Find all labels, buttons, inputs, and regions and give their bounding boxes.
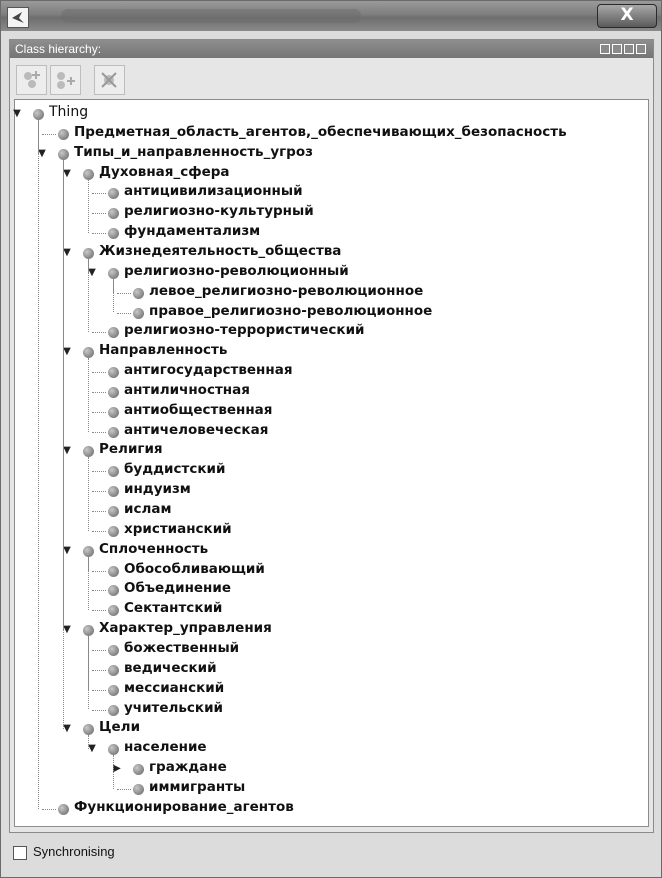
tree-node-label[interactable]: ведический xyxy=(124,659,217,676)
tree-connector xyxy=(42,134,56,135)
class-bullet-icon xyxy=(108,268,119,279)
class-bullet-icon xyxy=(108,605,119,616)
tree-node-label[interactable]: левое_религиозно-революционное xyxy=(149,282,424,299)
class-bullet-icon xyxy=(83,446,94,457)
tree-connector xyxy=(92,710,106,711)
class-bullet-icon xyxy=(33,109,44,120)
class-bullet-icon xyxy=(108,685,119,696)
add-sibling-icon xyxy=(51,66,80,94)
tree-node-label[interactable]: антиличностная xyxy=(124,381,250,398)
synchronising-checkbox[interactable] xyxy=(13,843,115,861)
class-bullet-icon xyxy=(108,327,119,338)
tree-node-label[interactable]: фундаментализм xyxy=(124,223,261,240)
tree-node-label[interactable]: антигосударственная xyxy=(124,362,293,379)
tree-connector xyxy=(113,755,114,789)
tree-connector xyxy=(88,735,89,749)
tree-node-label[interactable]: христианский xyxy=(124,520,232,537)
tree-node-label[interactable]: Объединение xyxy=(124,580,231,597)
class-bullet-icon xyxy=(108,228,119,239)
class-bullet-icon xyxy=(108,645,119,656)
panel-close-icon[interactable] xyxy=(636,44,646,54)
expand-toggle-icon[interactable]: ▼ xyxy=(88,743,96,755)
class-bullet-icon xyxy=(83,546,94,557)
tree-connector xyxy=(92,332,106,333)
tree-node-label[interactable]: божественный xyxy=(124,639,240,656)
tree-connector xyxy=(113,279,114,313)
class-bullet-icon xyxy=(108,407,119,418)
tree-connector xyxy=(92,392,106,393)
tree-node-label[interactable]: население xyxy=(124,739,207,756)
add-subclass-button[interactable] xyxy=(16,65,47,95)
class-bullet-icon xyxy=(108,466,119,477)
class-bullet-icon xyxy=(83,724,94,735)
tree-node-label[interactable]: Типы_и_направленность_угроз xyxy=(74,143,313,160)
class-bullet-icon xyxy=(108,486,119,497)
tree-connector xyxy=(92,372,106,373)
panel-header xyxy=(10,40,653,58)
class-bullet-icon xyxy=(108,427,119,438)
class-bullet-icon xyxy=(83,625,94,636)
tree-connector xyxy=(92,233,106,234)
tree-connector xyxy=(117,293,131,294)
tree-connector xyxy=(92,690,106,691)
tree-node-label[interactable]: учительский xyxy=(124,699,224,716)
tree-node-label[interactable]: Направленность xyxy=(99,342,228,359)
panel-maximize-icon[interactable] xyxy=(624,44,634,54)
class-bullet-icon xyxy=(58,149,69,160)
class-bullet-icon xyxy=(108,665,119,676)
class-bullet-icon xyxy=(108,208,119,219)
tree-connector xyxy=(63,160,64,730)
tree-node-label[interactable]: буддистский xyxy=(124,461,226,478)
panel-restore-icon[interactable] xyxy=(600,44,610,54)
tree-node-label[interactable]: Жизнедеятельность_общества xyxy=(99,242,342,259)
panel-minimize-icon[interactable] xyxy=(612,44,622,54)
tree-connector xyxy=(88,636,89,709)
tree-node-label[interactable]: религиозно-террористический xyxy=(124,322,365,339)
tree-connector xyxy=(92,491,106,492)
tree-node-label[interactable]: Обособливающий xyxy=(124,560,265,577)
app-icon[interactable] xyxy=(7,7,29,28)
tree-node-label[interactable]: Характер_управления xyxy=(99,620,272,637)
tree-node-label[interactable]: ислам xyxy=(124,501,172,517)
tree-node-label[interactable]: индуизм xyxy=(124,481,191,498)
expand-toggle-icon[interactable]: ▼ xyxy=(13,108,21,119)
tree-connector xyxy=(92,412,106,413)
tree-connector xyxy=(92,590,106,591)
add-sibling-class-button[interactable] xyxy=(50,65,81,95)
tree-node-label[interactable]: правое_религиозно-революционное xyxy=(149,302,433,319)
tree-node-label[interactable]: Сплоченность xyxy=(99,540,209,557)
class-bullet-icon xyxy=(83,248,94,259)
tree-node-label[interactable]: Thing xyxy=(49,104,89,120)
class-bullet-icon xyxy=(108,705,119,716)
tree-connector xyxy=(88,180,89,234)
expand-toggle-icon[interactable]: ▼ xyxy=(63,624,71,636)
panel-title: Class hierarchy: xyxy=(15,42,102,56)
tree-node-label[interactable]: иммигранты xyxy=(149,778,246,795)
tree-node-label[interactable]: античеловеческая xyxy=(124,421,269,438)
tree-connector xyxy=(88,457,89,530)
class-bullet-icon xyxy=(133,784,144,795)
expand-toggle-icon[interactable]: ▼ xyxy=(63,346,71,358)
tree-node-label[interactable]: граждане xyxy=(149,759,227,776)
class-bullet-icon xyxy=(133,764,144,775)
class-bullet-icon xyxy=(108,526,119,537)
class-bullet-icon xyxy=(108,585,119,596)
close-button[interactable]: X xyxy=(597,4,657,28)
class-hierarchy-panel xyxy=(9,39,654,833)
collapse-toggle-icon[interactable]: ▶ xyxy=(113,763,121,775)
expand-toggle-icon[interactable]: ▼ xyxy=(63,723,71,735)
tree-connector xyxy=(92,193,106,194)
class-bullet-icon xyxy=(108,387,119,398)
class-bullet-icon xyxy=(108,506,119,517)
delete-class-icon xyxy=(95,66,124,94)
expand-toggle-icon[interactable]: ▼ xyxy=(38,147,46,159)
tree-connector xyxy=(92,471,106,472)
window-title-blurred xyxy=(61,9,361,23)
checkbox-icon[interactable] xyxy=(13,846,27,860)
tree-connector xyxy=(92,610,106,611)
tree-connector xyxy=(42,809,56,810)
class-bullet-icon xyxy=(133,308,144,319)
class-bullet-icon xyxy=(133,288,144,299)
tree-connector xyxy=(88,259,89,332)
tree-node-label[interactable]: Религия xyxy=(99,441,163,458)
delete-class-button[interactable] xyxy=(94,65,125,95)
class-bullet-icon xyxy=(58,804,69,815)
tree-node-label[interactable]: мессианский xyxy=(124,679,225,696)
expand-toggle-icon[interactable]: ▼ xyxy=(63,544,71,556)
tree-connector xyxy=(92,571,106,572)
tree-connector xyxy=(117,789,131,790)
tree-node-label[interactable]: антиобщественная xyxy=(124,401,273,418)
class-bullet-icon xyxy=(83,169,94,180)
expand-toggle-icon[interactable]: ▼ xyxy=(63,246,71,258)
expand-toggle-icon[interactable]: ▼ xyxy=(88,266,96,278)
tree-connector xyxy=(92,511,106,512)
tree-connector xyxy=(92,432,106,433)
tree-node-label[interactable]: антицивилизационный xyxy=(124,183,303,200)
class-bullet-icon xyxy=(108,188,119,199)
add-subclass-icon xyxy=(17,66,46,94)
tree-connector xyxy=(38,120,39,809)
tree-connector xyxy=(92,670,106,671)
tree-node-label[interactable]: религиозно-революционный xyxy=(124,262,349,279)
synchronising-label: Synchronising xyxy=(33,844,115,859)
class-bullet-icon xyxy=(83,347,94,358)
tree-connector xyxy=(88,557,89,611)
class-bullet-icon xyxy=(108,566,119,577)
tree-node-label[interactable]: религиозно-культурный xyxy=(124,203,314,220)
tree-node-label[interactable]: Духовная_сфера xyxy=(99,163,230,180)
tree-node-label[interactable]: Функционирование_агентов xyxy=(74,798,294,815)
tree-node-label[interactable]: Сектантский xyxy=(124,600,223,617)
class-bullet-icon xyxy=(108,367,119,378)
tree-connector xyxy=(92,650,106,651)
tree-node-label[interactable]: Цели xyxy=(99,719,141,736)
tree-connector xyxy=(88,358,89,431)
tree-connector xyxy=(92,213,106,214)
class-tree[interactable] xyxy=(14,99,649,827)
title-bar[interactable] xyxy=(1,1,661,31)
tree-connector xyxy=(117,313,131,314)
tree-node-label[interactable]: Предметная_область_агентов,_обеспечивающих_безопасность xyxy=(74,123,567,140)
class-bullet-icon xyxy=(108,744,119,755)
expand-toggle-icon[interactable]: ▼ xyxy=(63,167,71,179)
tree-connector xyxy=(92,531,106,532)
expand-toggle-icon[interactable]: ▼ xyxy=(63,445,71,457)
class-bullet-icon xyxy=(58,129,69,140)
